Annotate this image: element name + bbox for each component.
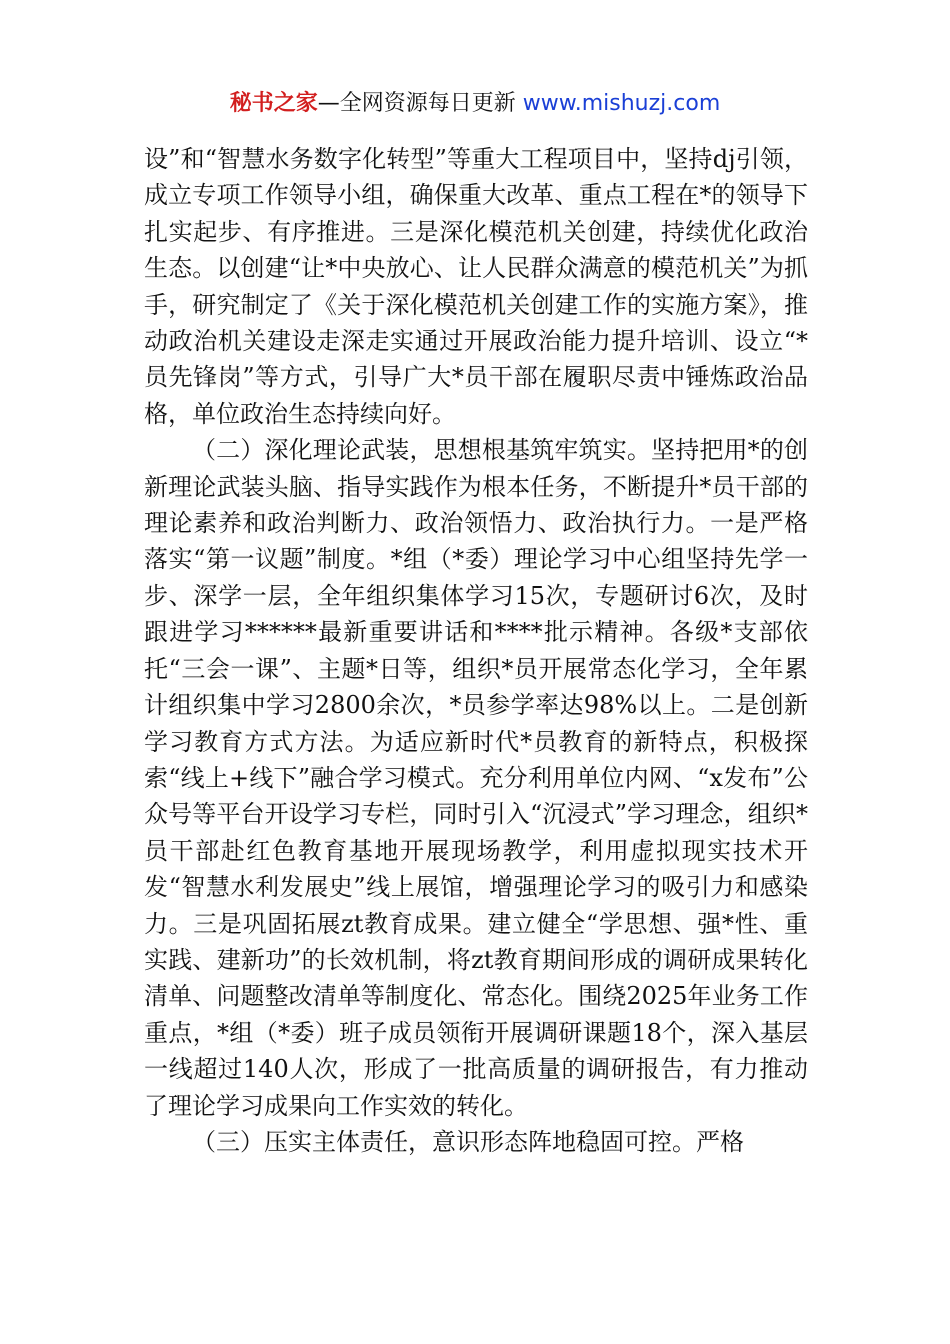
paragraph-continued: 设”和“智慧水务数字化转型”等重大工程项目中，坚持dj引领，成立专项工作领导小组，确保重大改革、重点工程在*的领导下扎实起步、有序推进。三是深化模范机关创建，持续优化政治生态。以创建“让*中央放心、让人民群众满意的模范机关”为抓手，研究制定了《关于深化模范机关创建工作的实施方案》，推动政治机关建设走深走实通过开展政治能力提升培训、设立“*员先锋岗”等方式，引导广大*员干部在履职尽责中锤炼政治品格，单位政治生态持续向好。 <box>144 145 808 428</box>
paragraph-theory-study: （二）深化理论武装，思想根基筑牢筑实。坚持把用*的创新理论武装头脑、指导实践作为根本任务，不断提升*员干部的理论素养和政治判断力、政治领悟力、政治执行力。一是严格落实“第一议题”制度。*组（*委）理论学习中心组坚持先学一步、深学一层，全年组织集体学习15次，专题研讨6次，及时跟进学习******最新重要讲话和****批示精神。各级*支部依托“三会一课”、主题*日等，组织*员开展常态化学习，全年累计组织集中学习2800余次，*员参学率达98%以上。二是创新学习教育方式方法。为适应新时代*员教育的新特点，积极探索“线上+线下”融合学习模式。充分利用单位内网、“x发布”公众号等平台开设学习专栏，同时引入“沉浸式”学习理念，组织*员干部赴红色教育基地开展现场教学，利用虚拟现实技术开发“智慧水利发展史”线上展馆，增强理论学习的吸引力和感染力。三是巩固拓展zt教育成果。建立健全“学思想、强*性、重实践、建新功”的长效机制，将zt教育期间形成的调研成果转化清单、问题整改清单等制度化、常态化。围绕2025年业务工作重点，*组（*委）班子成员领衔开展调研课题18个，深入基层一线超过140人次，形成了一批高质量的调研报告，有力推动了理论学习成果向工作实效的转化。 <box>144 436 808 1120</box>
site-tagline: —全网资源每日更新 <box>317 91 523 116</box>
paragraph-ideology-responsibility: （三）压实主体责任，意识形态阵地稳固可控。严格 <box>192 1127 744 1156</box>
site-brand: 秘书之家 <box>229 91 318 116</box>
site-url-link[interactable]: www.mishuzj.com <box>522 91 721 116</box>
site-header <box>0 88 950 120</box>
document-body <box>144 141 808 1160</box>
